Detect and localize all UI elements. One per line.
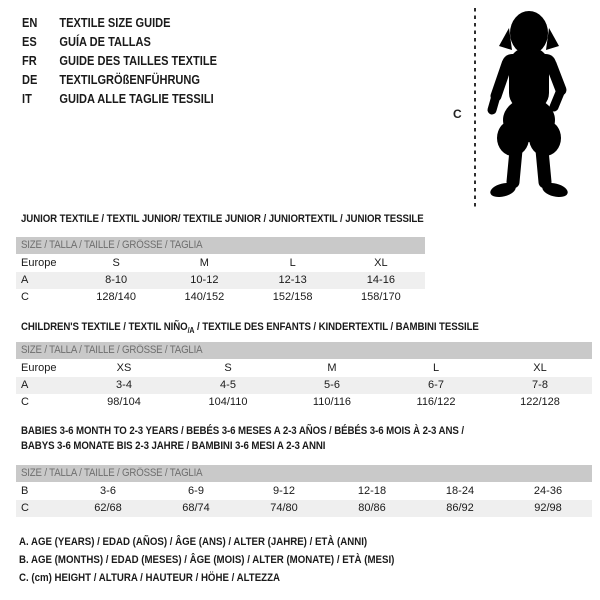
row-label: B xyxy=(21,485,29,497)
table-cell: 74/80 xyxy=(270,502,298,514)
legend-footnotes xyxy=(19,533,446,587)
children-section-title: CHILDREN'S TEXTILE / TEXTIL $NIÑO_{/A}$ / TEXTILE DES ENFANTS / KINDERTEXTIL / BAMBINI TESSILE xyxy=(21,321,479,335)
table-cell: 8-10 xyxy=(105,274,128,286)
table-cell: M xyxy=(327,362,337,374)
table-row xyxy=(16,394,592,411)
children-size-table xyxy=(16,342,592,411)
table-cell: 140/152 xyxy=(184,291,225,303)
guide-title: GUÍA DE TALLAS xyxy=(59,34,151,49)
list-item xyxy=(22,13,251,32)
table-cell: 98/104 xyxy=(107,396,141,408)
table-cell: 12-18 xyxy=(357,485,387,497)
language-title-list xyxy=(22,13,251,108)
table-cell: 92/98 xyxy=(534,502,562,514)
table-row xyxy=(16,377,592,394)
height-measure-dashed-line xyxy=(474,8,476,207)
table-row xyxy=(16,483,592,500)
footnote-a: A. AGE (YEARS) / EDAD (AÑOS) / ÂGE (ANS) / ALTER (JAHRE) / ETÀ (ANNI) xyxy=(19,536,368,548)
table-cell: 62/68 xyxy=(94,502,122,514)
table-cell: 68/74 xyxy=(182,502,210,514)
table-cell: 6-7 xyxy=(428,379,444,391)
language-code: ES xyxy=(22,34,37,49)
guide-title: GUIDE DES TAILLES TEXTILE xyxy=(59,53,217,68)
table-cell: 80/86 xyxy=(358,502,386,514)
size-header-bar: SIZE / TALLA / TAILLE / GRÖSSE / TAGLIA xyxy=(16,342,592,359)
list-item xyxy=(22,89,251,108)
table-cell: S xyxy=(224,362,232,374)
junior-size-table xyxy=(16,237,425,306)
table-cell: 116/122 xyxy=(416,396,456,408)
baby-silhouette-icon xyxy=(486,8,570,208)
table-cell: XS xyxy=(116,362,132,374)
language-code: IT xyxy=(22,91,32,106)
table-row xyxy=(16,289,425,306)
list-item xyxy=(22,70,251,89)
row-label: C xyxy=(21,502,29,514)
list-item xyxy=(22,32,251,51)
table-cell: M xyxy=(199,257,209,269)
size-header-bar: SIZE / TALLA / TAILLE / GRÖSSE / TAGLIA xyxy=(16,237,425,254)
guide-title: TEXTILE SIZE GUIDE xyxy=(59,15,171,30)
table-cell: 24-36 xyxy=(533,485,563,497)
table-cell: 104/110 xyxy=(208,396,248,408)
language-code: EN xyxy=(22,15,38,30)
row-label: C xyxy=(21,396,29,408)
table-cell: 128/140 xyxy=(96,291,136,303)
table-cell: 158/170 xyxy=(360,291,401,303)
table-cell: 5-6 xyxy=(324,379,340,391)
table-cell: 14-16 xyxy=(366,274,395,286)
language-code: FR xyxy=(22,53,37,68)
table-cell: L xyxy=(289,257,296,269)
height-measure-label: C xyxy=(453,107,462,121)
table-cell: XL xyxy=(533,362,547,374)
table-cell: 122/128 xyxy=(520,396,560,408)
size-header-bar: SIZE / TALLA / TAILLE / GRÖSSE / TAGLIA xyxy=(16,465,592,482)
table-row xyxy=(16,255,425,272)
row-label: A xyxy=(21,274,29,286)
table-cell: 86/92 xyxy=(446,502,474,514)
row-label: Europe xyxy=(21,362,57,374)
table-cell: XL xyxy=(374,257,388,269)
row-label: C xyxy=(21,291,29,303)
table-cell: 18-24 xyxy=(445,485,475,497)
row-label: A xyxy=(21,379,29,391)
table-cell: 4-5 xyxy=(220,379,236,391)
guide-title: TEXTILGRÖßENFÜHRUNG xyxy=(59,72,200,87)
table-cell: 6-9 xyxy=(188,485,204,497)
table-row xyxy=(16,272,425,289)
footnote-c: C. (cm) HEIGHT / ALTURA / HAUTEUR / HÖHE / ALTEZZA xyxy=(19,572,281,584)
table-cell: L xyxy=(432,362,440,374)
table-cell: 7-8 xyxy=(532,379,548,391)
table-cell: 110/116 xyxy=(312,396,352,408)
table-cell: 3-4 xyxy=(116,379,132,391)
list-item xyxy=(22,51,251,70)
table-rows xyxy=(16,255,425,306)
table-cell: 9-12 xyxy=(272,485,296,497)
nino-a-subscript: /A xyxy=(187,325,195,335)
babies-size-table xyxy=(16,465,592,517)
table-rows xyxy=(16,360,592,411)
babies-section-title: BABIES 3-6 MONTH TO 2-3 YEARS / BEBÉS 3-6 MESES A 2-3 AÑOS / BÉBÉS 3-6 MOIS À 2-3 ANS / BABYS 3-6 MONATE BIS 2-3 JAHRE / BAMBINI 3-6 MESI A 2-3 ANNI xyxy=(21,425,464,452)
table-cell: 12-13 xyxy=(278,274,307,286)
table-cell: 3-6 xyxy=(100,485,116,497)
junior-section-title: JUNIOR TEXTILE / TEXTIL JUNIOR/ TEXTILE JUNIOR / JUNIORTEXTIL / JUNIOR TESSILE xyxy=(21,213,424,225)
footnote-b: B. AGE (MONTHS) / EDAD (MESES) / ÂGE (MOIS) / ALTER (MONATE) / ETÀ (MESI) xyxy=(19,554,395,566)
table-cell: 10-12 xyxy=(190,274,219,286)
row-label: Europe xyxy=(21,257,57,269)
guide-title: GUIDA ALLE TAGLIE TESSILI xyxy=(59,91,214,106)
table-cell: S xyxy=(112,257,120,269)
table-row xyxy=(16,360,592,377)
table-cell: 152/158 xyxy=(272,291,313,303)
language-code: DE xyxy=(22,72,38,87)
table-row xyxy=(16,500,592,517)
table-rows xyxy=(16,483,592,517)
